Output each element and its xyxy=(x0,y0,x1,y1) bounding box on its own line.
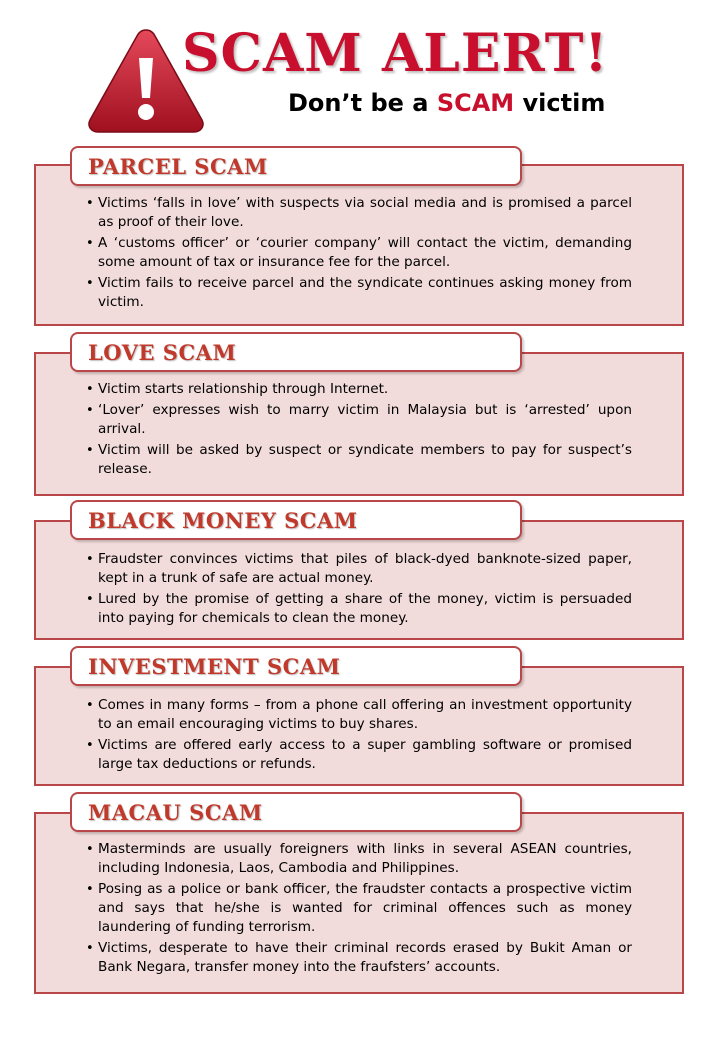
section-parcel-scam xyxy=(34,164,684,326)
page-subtitle xyxy=(288,88,688,118)
section-title-tag xyxy=(70,146,522,186)
section-title-tag xyxy=(70,646,522,686)
section-title: BLACK MONEY SCAM xyxy=(88,508,358,533)
section-title: INVESTMENT SCAM xyxy=(88,654,341,679)
list-item: • Victim will be asked by suspect or syndicate members to pay for suspect’s release. xyxy=(86,441,632,479)
section-macau-scam xyxy=(34,812,684,994)
header xyxy=(0,0,720,140)
section-title: PARCEL SCAM xyxy=(88,154,268,179)
macau-scam-points xyxy=(86,840,632,979)
list-item: • ‘Lover’ expresses wish to marry victim in Malaysia but is ‘arrested’ upon arrival. xyxy=(86,401,632,439)
section-love-scam xyxy=(34,352,684,496)
investment-scam-points xyxy=(86,696,632,776)
page-title: SCAM ALERT! xyxy=(182,23,609,84)
list-item: • Posing as a police or bank officer, the fraudster contacts a prospective victim and says that he/she is wanted for criminal offences such as money laundering of funding terrorism. xyxy=(86,880,632,937)
section-title: MACAU SCAM xyxy=(88,800,263,825)
list-item: • Victims, desperate to have their criminal records erased by Bukit Aman or Bank Negara, transfer money into the fraufsters’ accounts. xyxy=(86,939,632,977)
list-item: • Lured by the promise of getting a share of the money, victim is persuaded into paying for chemicals to clean the money. xyxy=(86,590,632,628)
parcel-scam-points xyxy=(86,194,632,314)
subtitle-highlight: SCAM xyxy=(436,89,515,117)
list-item: • Victim fails to receive parcel and the syndicate continues asking money from victim. xyxy=(86,274,632,312)
list-item: • Victims are offered early access to a super gambling software or promised large tax deductions or refunds. xyxy=(86,736,632,774)
black-money-scam-points xyxy=(86,550,632,630)
section-title: LOVE SCAM xyxy=(88,340,237,365)
list-item: • Fraudster convinces victims that piles of black-dyed banknote-sized paper, kept in a trunk of safe are actual money. xyxy=(86,550,632,588)
section-title-tag xyxy=(70,500,522,540)
list-item: • Masterminds are usually foreigners with links in several ASEAN countries, including Indonesia, Laos, Cambodia and Philippines. xyxy=(86,840,632,878)
section-title-tag xyxy=(70,792,522,832)
list-item: • A ‘customs officer’ or ‘courier company’ will contact the victim, demanding some amount of tax or insurance fee for the parcel. xyxy=(86,234,632,272)
list-item: • Victim starts relationship through Internet. xyxy=(86,380,632,399)
list-item: • Comes in many forms – from a phone call offering an investment opportunity to an email encouraging victims to buy shares. xyxy=(86,696,632,734)
subtitle-suffix: victim xyxy=(514,89,606,117)
subtitle-prefix: Don’t be a xyxy=(288,89,437,117)
love-scam-points xyxy=(86,380,632,481)
section-title-tag xyxy=(70,332,522,372)
list-item: • Victims ‘falls in love’ with suspects via social media and is promised a parcel as proof of their love. xyxy=(86,194,632,232)
